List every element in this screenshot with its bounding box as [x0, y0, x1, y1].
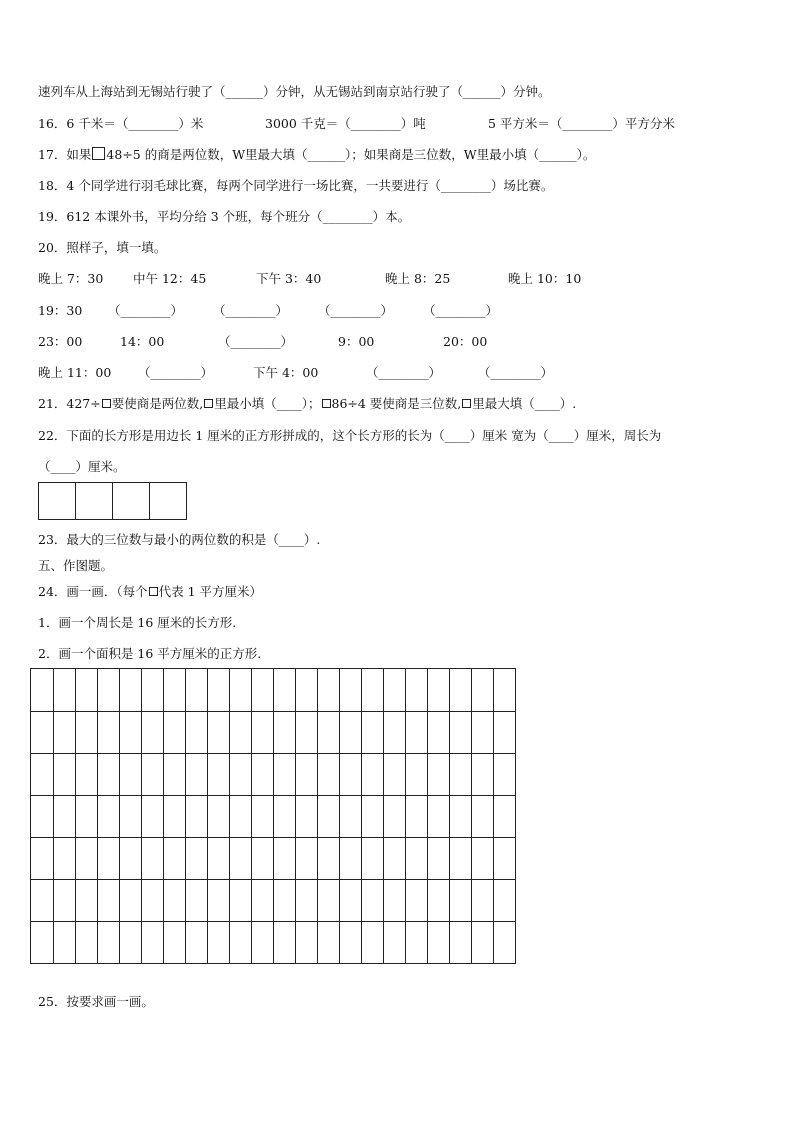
time-cell: 晚上 11：00 [38, 365, 112, 380]
time-blank[interactable]: （________） [138, 365, 214, 380]
empty-box-icon [204, 399, 213, 408]
grid-column-line [141, 669, 142, 963]
q16-part-a: 16．6 千米＝（________）米 [38, 116, 204, 131]
grid-column-line [75, 669, 76, 963]
time-blank[interactable]: （________） [213, 303, 289, 318]
unit-square [112, 482, 150, 520]
q22-line2: （____）厘米。 [38, 459, 126, 474]
q16-part-b: 3000 千克＝（________）吨 [265, 116, 426, 131]
time-cell: 下午 3：40 [256, 271, 322, 286]
q19: 19．612 本课外书，平均分给 3 个班，每个班分（________）本。 [38, 209, 411, 224]
q21-text-c: 里最小填（____）； [214, 396, 321, 411]
q18: 18．4 个同学进行羽毛球比赛，每两个同学进行一场比赛，一共要进行（________）场比赛。 [38, 178, 554, 193]
time-blank[interactable]: （________） [318, 303, 394, 318]
grid-column-line [493, 669, 494, 963]
unit-square [75, 482, 113, 520]
grid-row-line [31, 879, 515, 880]
time-blank[interactable]: （________） [108, 303, 184, 318]
q24-text-b: 代表 1 平方厘米） [158, 584, 263, 599]
grid-column-line [163, 669, 164, 963]
q21-text-e: 里最大填（____）. [472, 396, 577, 411]
grid-row-line [31, 753, 515, 754]
q23: 23．最大的三位数与最小的两位数的积是（____）. [38, 532, 321, 547]
grid-column-line [295, 669, 296, 963]
grid-row-line [31, 795, 515, 796]
grid-column-line [383, 669, 384, 963]
empty-box-icon [322, 399, 331, 408]
grid-column-line [405, 669, 406, 963]
time-blank[interactable]: （________） [366, 365, 442, 380]
time-cell: 14：00 [120, 334, 165, 349]
grid-column-line [251, 669, 252, 963]
grid-column-line [471, 669, 472, 963]
time-cell: 20：00 [443, 334, 488, 349]
time-blank[interactable]: （________） [218, 334, 294, 349]
q21-text-d: 86÷4 要使商是三位数, [331, 396, 462, 411]
time-cell: 下午 4：00 [253, 365, 319, 380]
grid-row-line [31, 711, 515, 712]
grid-column-line [119, 669, 120, 963]
time-cell: 晚上 10：10 [508, 271, 582, 286]
q20: 20．照样子，填一填。 [38, 240, 167, 255]
grid-column-line [207, 669, 208, 963]
q16-part-c: 5 平方米＝（________）平方分米 [488, 116, 675, 131]
section-5-title: 五、作图题。 [38, 558, 114, 573]
grid-column-line [361, 669, 362, 963]
time-cell: 晚上 8：25 [385, 271, 451, 286]
time-blank[interactable]: （________） [478, 365, 554, 380]
grid-column-line [229, 669, 230, 963]
grid-column-line [449, 669, 450, 963]
q21-text-a: 21．427÷ [38, 396, 101, 411]
empty-box-icon [102, 399, 111, 408]
q21 [38, 396, 576, 412]
drawing-grid[interactable] [30, 668, 516, 964]
grid-row-line [31, 837, 515, 838]
q21-text-b: 要使商是两位数, [111, 396, 204, 411]
time-blank[interactable]: （________） [423, 303, 499, 318]
grid-column-line [427, 669, 428, 963]
grid-column-line [185, 669, 186, 963]
q24 [38, 584, 262, 600]
q17-prefix: 17．如果 [38, 147, 92, 162]
grid-column-line [317, 669, 318, 963]
q17-body: 48÷5 的商是两位数，W里最大填（______）；如果商是三位数，W里最小填（______）。 [106, 147, 596, 162]
q25: 25．按要求画一画。 [38, 994, 154, 1009]
unit-square [149, 482, 187, 520]
q22-line1: 22．下面的长方形是用边长 1 厘米的正方形拼成的，这个长方形的长为（____）厘米 宽为（____）厘米，周长为 [38, 428, 662, 443]
q15-continuation: 速列车从上海站到无锡站行驶了（______）分钟，从无锡站到南京站行驶了（______）分钟。 [38, 84, 551, 99]
time-cell: 19：30 [38, 303, 83, 318]
empty-box-icon [149, 587, 158, 596]
q24-item-2: 2．画一个面积是 16 平方厘米的正方形. [38, 646, 262, 661]
unit-square [38, 482, 76, 520]
q24-text-a: 24．画一画．（每个 [38, 584, 148, 599]
grid-column-line [53, 669, 54, 963]
q24-item-1: 1．画一个周长是 16 厘米的长方形. [38, 615, 237, 630]
empty-box-icon [92, 147, 105, 160]
grid-column-line [339, 669, 340, 963]
time-cell: 9：00 [338, 334, 375, 349]
grid-column-line [273, 669, 274, 963]
rectangle-4-squares [38, 482, 187, 520]
q17 [38, 147, 595, 163]
time-cell: 23：00 [38, 334, 83, 349]
empty-box-icon [462, 399, 471, 408]
time-cell: 晚上 7：30 [38, 271, 104, 286]
grid-column-line [97, 669, 98, 963]
grid-row-line [31, 921, 515, 922]
time-cell: 中午 12：45 [133, 271, 207, 286]
